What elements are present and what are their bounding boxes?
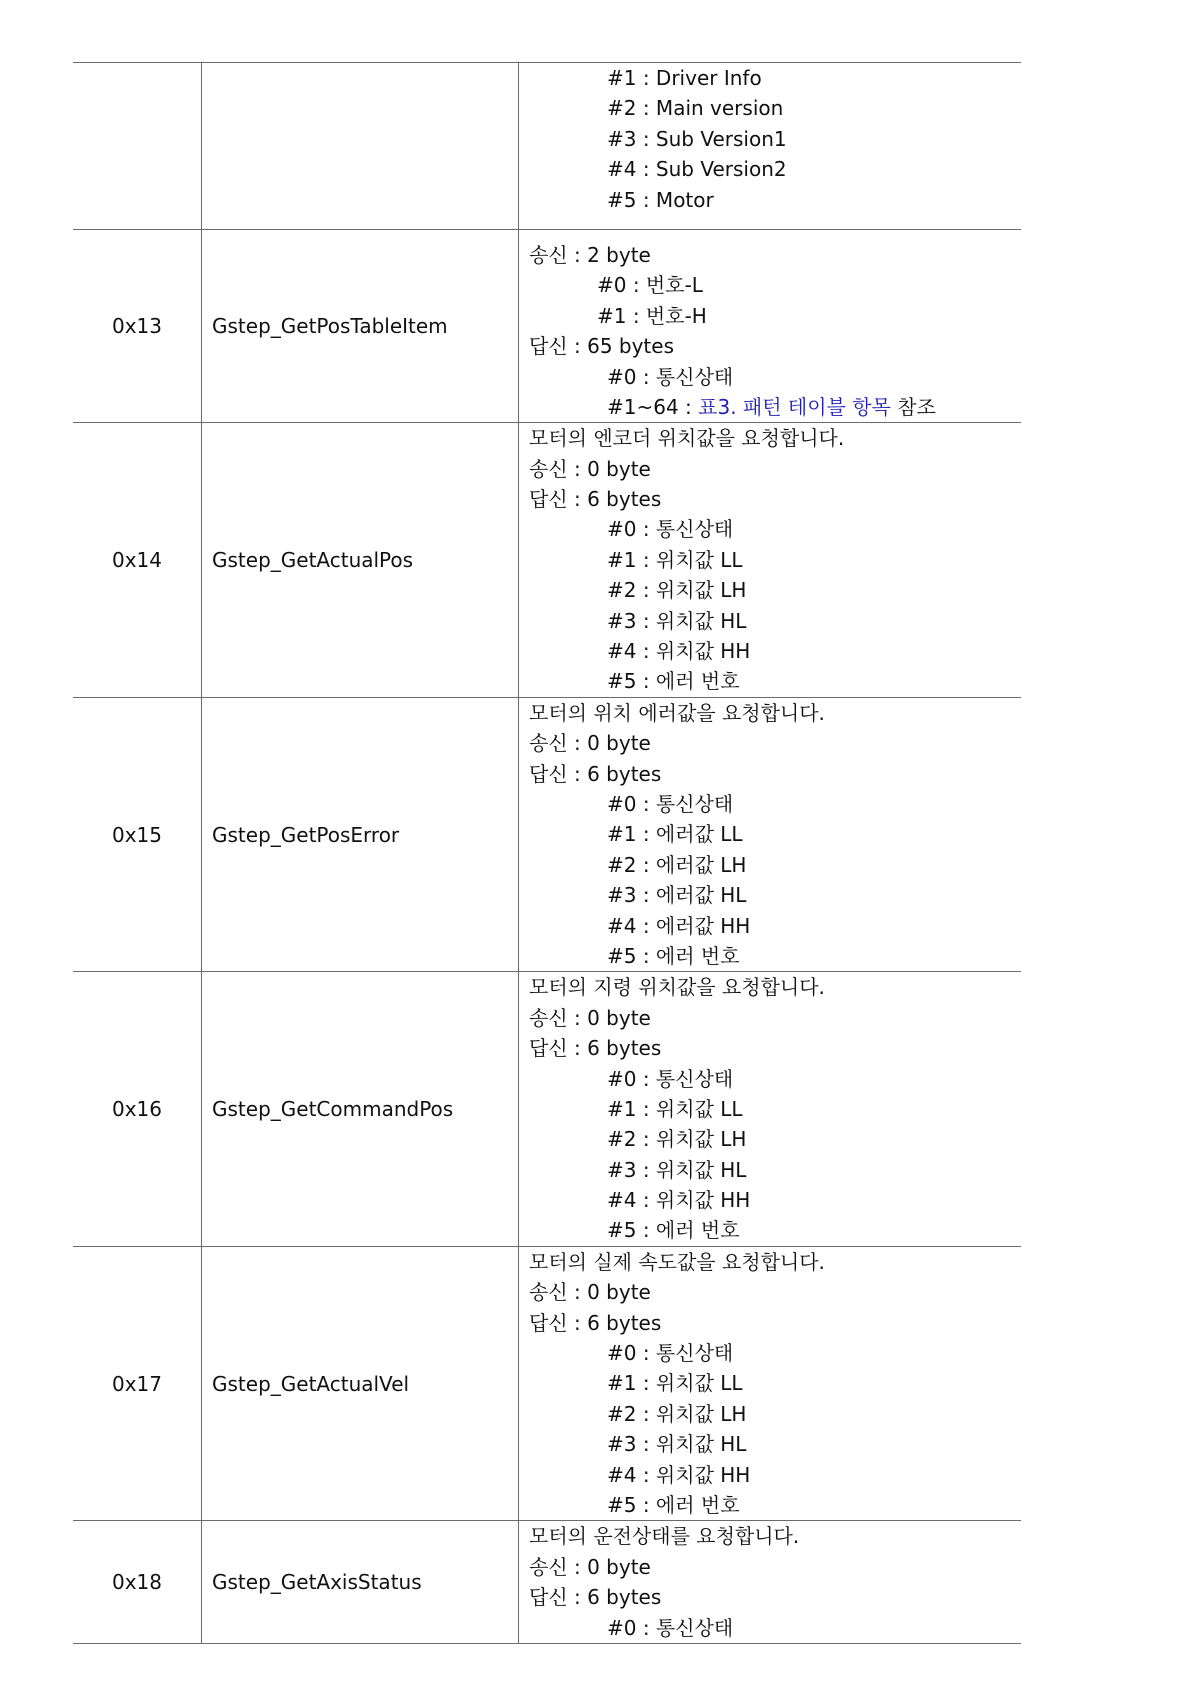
description-line xyxy=(529,1582,1021,1612)
line-text: 모터의 위치 에러값을 요청합니다. xyxy=(529,700,825,725)
line-text: 답신 : 65 bytes xyxy=(529,334,674,359)
description-line xyxy=(529,728,1021,758)
description-line xyxy=(529,1124,1021,1154)
description-line xyxy=(529,514,1021,544)
line-text: #0 : 통신상태 xyxy=(607,364,734,389)
table-reference-link[interactable]: 표3. 패턴 테이블 항목 xyxy=(698,394,891,419)
description-line xyxy=(529,666,1021,696)
line-text: #4 : Sub Version2 xyxy=(607,157,787,182)
description-line xyxy=(529,240,1021,270)
line-text: 송신 : 0 byte xyxy=(529,731,651,756)
description-line xyxy=(529,1552,1021,1582)
description-line xyxy=(529,1368,1021,1398)
description-line xyxy=(529,636,1021,666)
description-line xyxy=(529,270,1021,300)
line-text: #0 : 통신상태 xyxy=(607,1066,734,1091)
line-text: 모터의 지령 위치값을 요청합니다. xyxy=(529,975,825,1000)
description-line xyxy=(529,93,1021,123)
line-text: #0 : 통신상태 xyxy=(607,1615,734,1640)
description-line xyxy=(529,972,1021,1002)
line-text: #1 : 위치값 LL xyxy=(607,547,743,572)
line-text: #1 : Driver Info xyxy=(607,66,762,90)
line-text: #0 : 통신상태 xyxy=(607,517,734,542)
description-line xyxy=(529,1399,1021,1429)
table-row xyxy=(73,423,1021,698)
line-text: 답신 : 6 bytes xyxy=(529,487,662,512)
description-cell xyxy=(519,697,1022,972)
description-line xyxy=(529,1064,1021,1094)
description-line xyxy=(529,454,1021,484)
line-text: #2 : 위치값 LH xyxy=(607,578,747,603)
line-text: 답신 : 6 bytes xyxy=(529,761,662,786)
description-line xyxy=(529,698,1021,728)
description-line xyxy=(529,1215,1021,1245)
command-code: 0x15 xyxy=(73,697,202,972)
description-line xyxy=(529,789,1021,819)
command-table xyxy=(73,62,1021,1644)
description-line xyxy=(529,1185,1021,1215)
line-text: #0 : 통신상태 xyxy=(607,791,734,816)
function-name: Gstep_GetCommandPos xyxy=(202,972,519,1247)
description-line xyxy=(529,301,1021,331)
line-text: #1 : 에러값 LL xyxy=(607,822,743,847)
description-line xyxy=(529,575,1021,605)
line-text-suffix: 참조 xyxy=(890,394,936,419)
line-text: #2 : 위치값 LH xyxy=(607,1127,747,1152)
line-text: 모터의 운전상태를 요청합니다. xyxy=(529,1524,800,1549)
line-text: #0 : 통신상태 xyxy=(607,1341,734,1366)
description-line xyxy=(529,911,1021,941)
description-line xyxy=(529,154,1021,184)
line-text: #3 : 위치값 HL xyxy=(607,1157,747,1182)
line-text: #2 : 에러값 LH xyxy=(607,852,747,877)
table-row xyxy=(73,1521,1021,1644)
description-line xyxy=(529,941,1021,971)
function-name: Gstep_GetPosError xyxy=(202,697,519,972)
cell-padding xyxy=(529,230,1021,240)
description-line xyxy=(529,484,1021,514)
description-cell xyxy=(519,229,1022,422)
description-cell xyxy=(519,423,1022,698)
description-line xyxy=(529,362,1021,392)
line-text: 답신 : 6 bytes xyxy=(529,1585,662,1610)
command-code: 0x18 xyxy=(73,1521,202,1644)
description-line xyxy=(529,1308,1021,1338)
line-text: 송신 : 0 byte xyxy=(529,456,651,481)
command-code: 0x13 xyxy=(73,229,202,422)
line-text: 송신 : 0 byte xyxy=(529,1280,651,1305)
table-row xyxy=(73,63,1021,230)
function-name: Gstep_GetActualVel xyxy=(202,1246,519,1521)
description-line xyxy=(529,1338,1021,1368)
description-line xyxy=(529,1247,1021,1277)
description-line xyxy=(529,392,1021,422)
function-name: Gstep_GetPosTableItem xyxy=(202,229,519,422)
function-name: Gstep_GetActualPos xyxy=(202,423,519,698)
description-line xyxy=(529,423,1021,453)
description-line xyxy=(529,124,1021,154)
description-line xyxy=(529,331,1021,361)
line-text: #3 : 에러값 HL xyxy=(607,883,747,908)
table-row xyxy=(73,1246,1021,1521)
line-text: 답신 : 6 bytes xyxy=(529,1036,662,1061)
line-text: #2 : Main version xyxy=(607,96,784,121)
line-text: #3 : Sub Version1 xyxy=(607,126,787,151)
line-text: #3 : 위치값 HL xyxy=(607,608,747,633)
description-line xyxy=(529,185,1021,215)
command-table-body xyxy=(73,63,1021,1644)
line-text: #4 : 에러값 HH xyxy=(607,913,751,938)
description-line xyxy=(529,819,1021,849)
description-line xyxy=(529,63,1021,93)
cell-padding xyxy=(529,215,1021,229)
description-line xyxy=(529,1003,1021,1033)
description-cell xyxy=(519,972,1022,1247)
description-line xyxy=(529,1521,1021,1551)
line-text: #3 : 위치값 HL xyxy=(607,1432,747,1457)
table-row xyxy=(73,697,1021,972)
description-line xyxy=(529,850,1021,880)
description-line xyxy=(529,1155,1021,1185)
line-text: #1 : 번호-H xyxy=(597,303,707,328)
command-code: 0x16 xyxy=(73,972,202,1247)
line-text: #5 : Motor xyxy=(607,187,714,212)
line-text: 모터의 엔코더 위치값을 요청합니다. xyxy=(529,426,845,451)
description-line xyxy=(529,1460,1021,1490)
description-cell xyxy=(519,63,1022,230)
line-text: #4 : 위치값 HH xyxy=(607,1188,751,1213)
line-text: #5 : 에러 번호 xyxy=(607,669,740,694)
description-line xyxy=(529,1613,1021,1643)
line-text: #5 : 에러 번호 xyxy=(607,1492,740,1517)
table-row xyxy=(73,229,1021,422)
line-text: #0 : 번호-L xyxy=(597,273,703,298)
description-line xyxy=(529,1033,1021,1063)
description-line xyxy=(529,1277,1021,1307)
command-code: 0x14 xyxy=(73,423,202,698)
line-text: #2 : 위치값 LH xyxy=(607,1401,747,1426)
line-text: #5 : 에러 번호 xyxy=(607,943,740,968)
description-cell xyxy=(519,1521,1022,1644)
description-line xyxy=(529,759,1021,789)
line-text: 모터의 실제 속도값을 요청합니다. xyxy=(529,1249,825,1274)
line-text: #5 : 에러 번호 xyxy=(607,1218,740,1243)
command-code: 0x17 xyxy=(73,1246,202,1521)
description-line xyxy=(529,1094,1021,1124)
description-line xyxy=(529,1429,1021,1459)
line-text: 송신 : 2 byte xyxy=(529,242,651,267)
line-text: 송신 : 0 byte xyxy=(529,1554,651,1579)
function-name xyxy=(202,63,519,230)
line-text: #4 : 위치값 HH xyxy=(607,639,751,664)
line-text: 답신 : 6 bytes xyxy=(529,1310,662,1335)
description-line xyxy=(529,606,1021,636)
line-text: 송신 : 0 byte xyxy=(529,1005,651,1030)
description-line xyxy=(529,1490,1021,1520)
line-text: #1 : 위치값 LL xyxy=(607,1096,743,1121)
description-cell xyxy=(519,1246,1022,1521)
description-line xyxy=(529,880,1021,910)
command-code xyxy=(73,63,202,230)
line-text: #1 : 위치값 LL xyxy=(607,1371,743,1396)
function-name: Gstep_GetAxisStatus xyxy=(202,1521,519,1644)
table-row xyxy=(73,972,1021,1247)
line-text: #1~64 : xyxy=(607,394,699,419)
line-text: #4 : 위치값 HH xyxy=(607,1462,751,1487)
description-line xyxy=(529,545,1021,575)
